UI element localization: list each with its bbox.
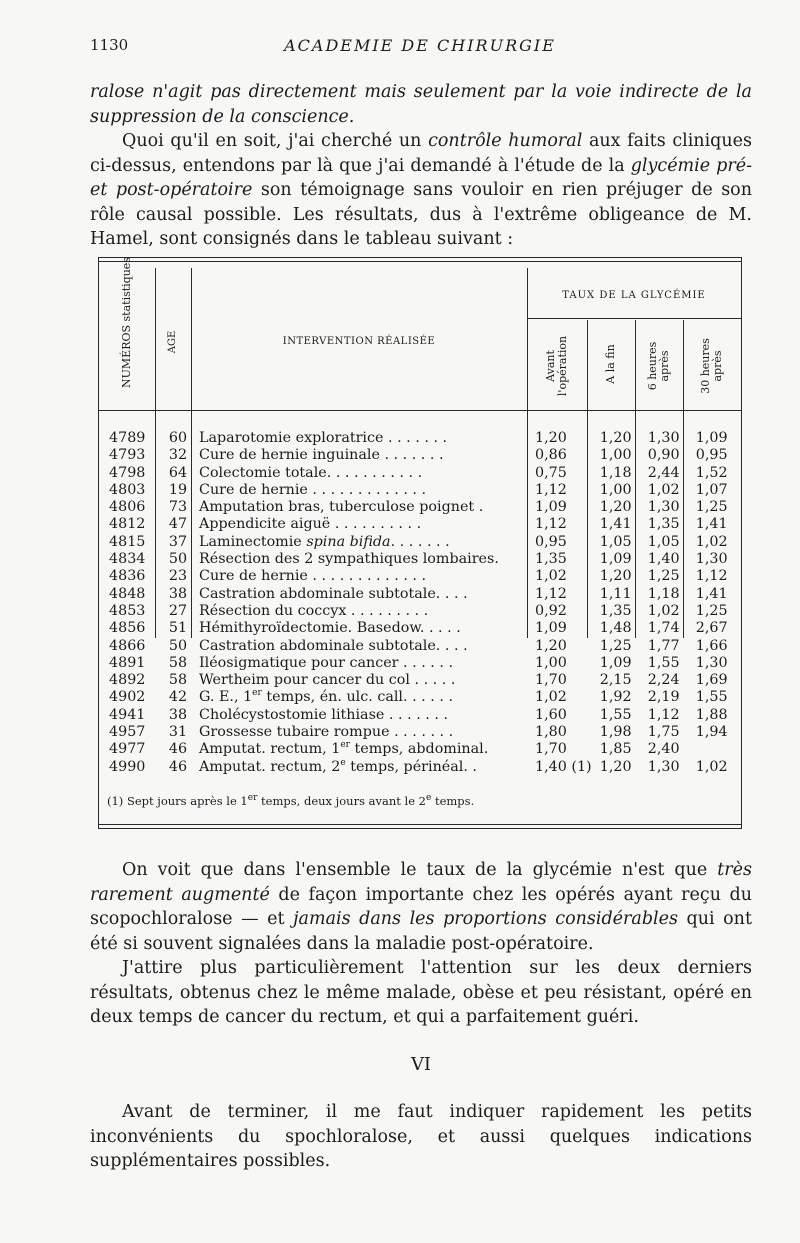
table-row [109,707,736,724]
glycemia-table [98,257,742,829]
cell-avant: 1,02 [535,689,567,706]
section-heading: VI [410,1054,432,1075]
italic-span: spina bifida [306,533,391,550]
cell-30h: 1,30 [695,551,728,568]
cell-30h: 1,02 [695,533,728,550]
cell-age: 27 [168,602,188,619]
cell-avant: 0,75 [535,464,567,481]
cell-age: 50 [168,637,188,654]
cell-fin: 1,11 [599,585,632,602]
cell-6h: 2,44 [647,464,680,481]
cell-avant: 1,12 [535,481,567,498]
cell-intervention [195,759,529,776]
cell-6h: 1,30 [647,758,680,775]
cell-age: 38 [168,706,188,723]
cell-age: 32 [168,447,188,464]
text-span: son témoignage sans vouloir en rien préjuger de son rôle causal possible. Les résultats, dus à l'extrême obligeance de M. Hamel, sont consignés dans le tableau suivant : [90,180,752,249]
cell-6h: 1,40 [647,551,680,568]
cell-avant: 1,00 [535,654,567,671]
cell-30h: 1,02 [695,758,728,775]
table-row [109,689,736,706]
cell-age: 51 [168,620,188,637]
cell-intervention: Cure de hernie . . . . . . . . . . . . . [199,481,427,498]
cell-age: 60 [168,430,188,446]
cell-6h: 1,75 [647,724,680,741]
cell-age: 23 [168,568,188,585]
italic-span: glycémie pré- et post-opératoire [90,155,753,200]
text-span: temps, deux jours avant le 2 [257,794,426,808]
cell-6h: 1,30 [647,430,680,446]
cell-age: 73 [168,499,188,516]
cell-age: 58 [168,654,188,671]
table-row [109,534,736,551]
table-row [109,620,736,637]
cell-age: 42 [168,689,188,706]
cell-intervention: Amputation bras, tuberculose poignet . [199,499,484,516]
cell-30h: 1,88 [695,706,728,723]
table-row [109,499,736,516]
cell-intervention: Laparotomie exploratrice . . . . . . . [199,430,448,446]
cell-avant: 1,12 [535,585,567,602]
text-span: Amputat. rectum, 1 [199,741,341,758]
running-title: ACADEMIE DE CHIRURGIE [284,36,556,55]
cell-30h: 1,09 [695,430,728,446]
intro-paragraph [90,129,752,252]
cell-30h: 1,69 [695,672,728,689]
text-span: qui ont été si souvent signalées dans la maladie post-opératoire. [90,909,752,954]
cell-num: 4806 [109,499,146,516]
cell-intervention: Iléosigmatique pour cancer . . . . . . [199,654,454,671]
superscript: er [252,689,262,699]
cell-avant: 1,70 [535,672,567,689]
cell-avant: 1,09 [535,620,567,637]
cell-intervention: Cholécystostomie lithiase . . . . . . . [199,706,449,723]
intro-text [90,80,752,252]
cell-6h: 1,05 [647,533,680,550]
cell-fin: 1,41 [599,516,632,533]
cell-30h: 1,25 [695,602,728,619]
cell-avant: 1,60 [535,706,567,723]
page-number: 1130 [90,36,129,54]
cell-num: 4789 [109,430,146,446]
cell-fin: 1,09 [599,551,632,568]
cell-6h: 1,77 [647,637,680,654]
cell-fin: 1,92 [599,689,632,706]
cell-fin: 1,05 [599,533,632,550]
superscript: er [247,793,258,804]
cell-avant: 1,35 [535,551,567,568]
table-row [109,672,736,689]
cell-num: 4866 [109,637,146,654]
cell-intervention: Résection des 2 sympathiques lombaires. [199,551,499,568]
cell-age: 37 [168,533,188,550]
header-avant: Avant l'opération [544,335,569,397]
cell-fin: 1,98 [599,724,632,741]
italic-span: jamais dans les proportions considérables [293,909,678,929]
cell-intervention: Grossesse tubaire rompue . . . . . . . [199,724,454,741]
cell-intervention [195,741,529,758]
cell-intervention: Résection du coccyx . . . . . . . . . [199,602,429,619]
cell-avant: 1,09 [535,499,567,516]
paragraph: J'attire plus particulièrement l'attention sur les deux derniers résultats, obtenus chez le même malade, obèse et peu résistant, opéré en deux temps de cancer du rectum, et qui a parfaitement guéri. [90,958,752,1027]
cell-fin: 1,20 [599,499,632,516]
cell-avant: 1,80 [535,724,567,741]
table-row [109,724,736,741]
cell-fin: 1,09 [599,654,632,671]
cell-intervention: Appendicite aiguë . . . . . . . . . . [199,516,422,533]
cell-num: 4990 [109,758,146,775]
cell-fin: 1,55 [599,706,632,723]
header-intervention: INTERVENTION RÉALISÉE [282,336,436,347]
cell-num: 4892 [109,672,146,689]
text-span: temps, én. ulc. call. . . . . . [261,689,453,706]
cell-num: 4941 [109,706,146,723]
cell-30h: 1,07 [695,481,728,498]
cell-avant: 1,70 [535,741,567,758]
table-row [109,655,736,672]
table-row [109,586,736,603]
conclusion-text [90,858,752,1030]
cell-num: 4902 [109,689,146,706]
cell-fin: 1,18 [599,464,632,481]
italic-span: très rarement augmenté [90,860,752,905]
text-span: temps. [431,794,475,808]
table-row [109,568,736,585]
cell-6h: 1,02 [647,602,680,619]
cell-num: 4815 [109,533,146,550]
header-rule [99,410,741,411]
table-footnote [107,794,474,808]
superscript: er [340,741,350,751]
cell-fin: 1,35 [599,602,632,619]
table-row [109,447,736,464]
cell-fin: 1,00 [599,447,632,464]
cell-6h: 1,12 [647,706,680,723]
cell-avant: 1,20 [535,637,567,654]
text-span: (1) Sept jours après le 1 [107,794,248,808]
cell-num: 4853 [109,602,146,619]
cell-30h: 2,67 [695,620,728,637]
cell-intervention: Castration abdominale subtotale. . . . [199,637,468,654]
cell-fin: 1,25 [599,637,632,654]
cell-30h: 1,12 [695,568,728,585]
cell-num: 4977 [109,741,146,758]
cell-intervention: Hémithyroïdectomie. Basedow. . . . . [199,620,461,637]
cell-num: 4793 [109,447,146,464]
cell-num: 4798 [109,464,146,481]
cell-age: 46 [168,758,188,775]
cell-30h: 1,30 [695,654,728,671]
cell-age: 50 [168,551,188,568]
cell-30h [688,741,736,758]
superscript: e [340,758,346,768]
italic-span: contrôle humoral [428,131,583,151]
cell-30h: 1,94 [695,724,728,741]
cell-age: 31 [168,724,188,741]
cell-30h: 1,25 [695,499,728,516]
paragraph [90,858,752,956]
cell-6h: 0,90 [647,447,680,464]
table-row [109,465,736,482]
text-span: On voit que dans l'ensemble le taux de la glycémie n'est que [122,860,718,880]
cell-num: 4836 [109,568,146,585]
text-span: de façon importante chez les opérés ayant reçu du scopochloralose — et [90,884,752,929]
table-row [109,430,736,447]
cell-30h: 1,41 [695,585,728,602]
cell-avant: 1,20 [535,430,567,446]
cell-30h: 1,55 [695,689,728,706]
text-span: G. E., 1 [199,689,253,706]
cell-6h: 1,02 [647,481,680,498]
cell-age: 58 [168,672,188,689]
cell-fin: 1,85 [599,741,632,758]
cell-fin: 1,20 [599,430,632,446]
table-row [109,551,736,568]
cell-intervention: Castration abdominale subtotale. . . . [199,585,468,602]
cell-avant: 0,92 [535,602,567,619]
cell-6h: 1,18 [647,585,680,602]
cell-avant: 1,12 [535,516,567,533]
cell-fin: 1,20 [599,758,632,775]
cell-num: 4803 [109,481,146,498]
text-span: temps, abdominal. [349,741,489,758]
cell-num: 4856 [109,620,146,637]
cell-intervention [195,689,529,706]
cell-6h: 1,30 [647,499,680,516]
cell-age: 46 [168,741,188,758]
cell-30h: 0,95 [695,447,728,464]
cell-30h: 1,41 [695,516,728,533]
cell-intervention: Colectomie totale. . . . . . . . . . . [199,464,423,481]
final-text [90,1100,752,1174]
table-row [109,516,736,533]
cell-num: 4812 [109,516,146,533]
cell-intervention: Wertheim pour cancer du col . . . . . [199,672,456,689]
cell-num: 4957 [109,724,146,741]
table-row [109,741,736,758]
header-fin: A la fin [604,344,617,384]
cell-30h: 1,66 [695,637,728,654]
cell-30h: 1,52 [695,464,728,481]
cell-age: 38 [168,585,188,602]
text-span: aux faits cliniques ci-dessus, entendons par là que j'ai demandé à l'étude de la [90,131,752,176]
cell-num: 4891 [109,654,146,671]
table-row [109,638,736,655]
text-span: Amputat. rectum, 2 [199,758,341,775]
cell-fin: 2,15 [599,672,632,689]
header-6h: 6 heures après [646,341,671,391]
text-span: Laminectomie [199,533,307,550]
text-span: . . . . . . . [390,533,450,550]
cell-num: 4848 [109,585,146,602]
cell-age: 47 [168,516,188,533]
text-span: temps, périnéal. . [345,758,477,775]
cell-age: 64 [168,464,188,481]
cell-fin: 1,48 [599,620,632,637]
paragraph: Avant de terminer, il me faut indiquer rapidement les petits inconvénients du spochloralose, et aussi quelques indications supplémentaires possibles. [90,1102,752,1171]
table-row [109,759,736,776]
table-row [109,603,736,620]
cell-avant: 0,86 [535,447,567,464]
cell-6h: 2,24 [647,672,680,689]
cell-6h: 1,74 [647,620,680,637]
header-rule [527,318,741,319]
header-age: AGE [167,330,178,354]
cell-avant: 1,40 (1) [535,758,592,775]
cell-6h: 1,35 [647,516,680,533]
cell-avant: 1,02 [535,568,567,585]
cell-age: 19 [168,481,188,498]
page-header [90,36,750,60]
cell-intervention: Cure de hernie . . . . . . . . . . . . . [199,568,427,585]
text-span: Quoi qu'il en soit, j'ai cherché un [122,131,429,151]
data-table [109,430,736,776]
header-taux: TAUX DE LA GLYCÉMIE [562,290,706,301]
superscript: e [425,793,432,804]
cell-6h: 1,55 [647,654,680,671]
intro-line [90,80,752,129]
intro-italic: ralose n'agit pas directement mais seulement par la voie indirecte de la suppression de la conscience. [90,82,752,127]
header-numeros: NUMÉROS statistiques [120,257,133,388]
cell-fin: 1,00 [599,481,632,498]
cell-intervention [195,534,529,551]
cell-fin: 1,20 [599,568,632,585]
header-30h: 30 heures après [699,338,724,394]
table-row [109,482,736,499]
cell-6h: 1,25 [647,568,680,585]
cell-6h: 2,19 [647,689,680,706]
cell-num: 4834 [109,551,146,568]
cell-6h: 2,40 [647,741,680,758]
cell-avant: 0,95 [535,533,567,550]
cell-intervention: Cure de hernie inguinale . . . . . . . [199,447,444,464]
